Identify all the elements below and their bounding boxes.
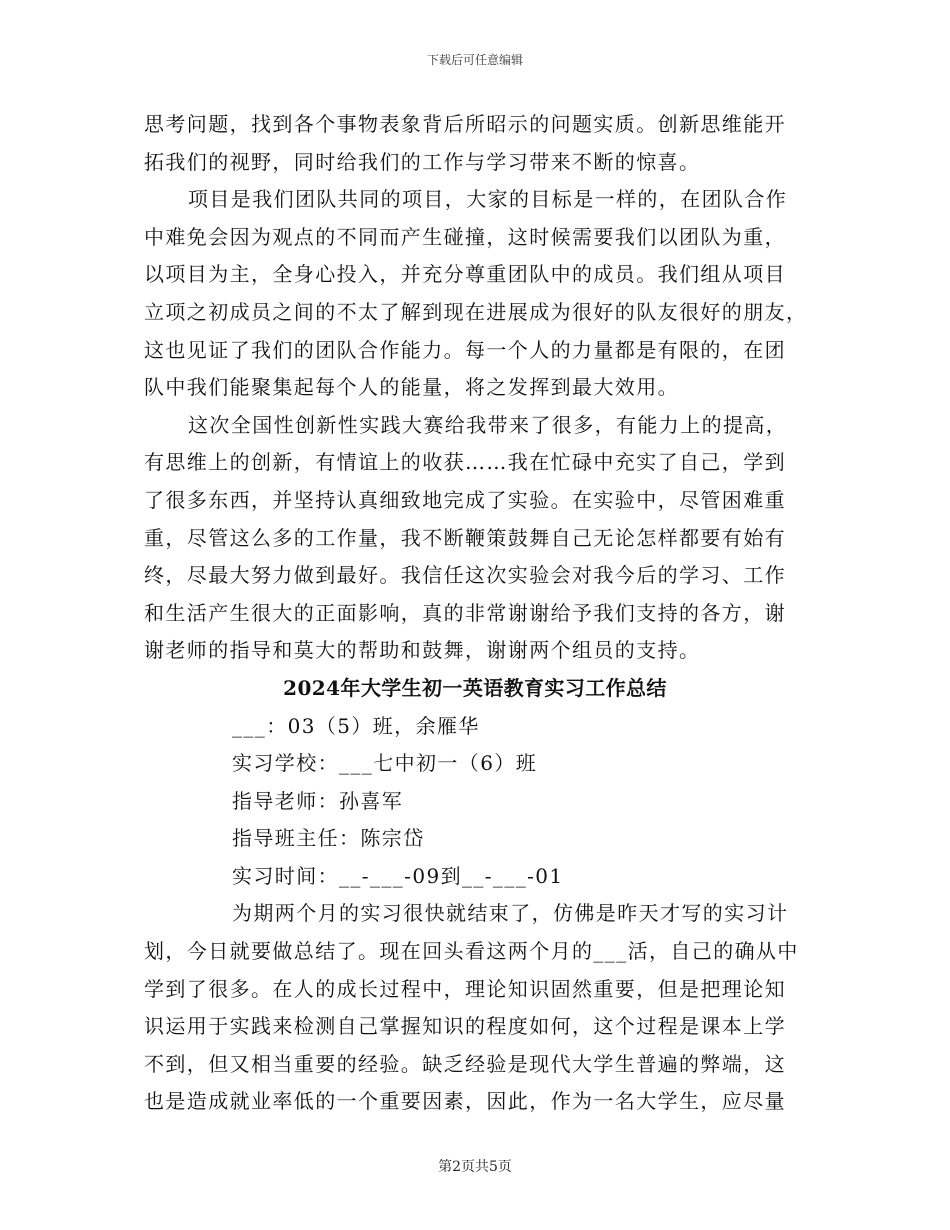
paragraph-line: 思考问题，找到各个事物表象背后所昭示的问题实质。创新思维能开: [144, 112, 786, 136]
paragraph-line: 立项之初成员之间的不太了解到现在进展成为很好的队友很好的朋友，: [144, 299, 808, 324]
page-number: 第2页共5页: [438, 1159, 512, 1175]
meta-line-school: 实习学校：___七中初一（6）班: [232, 751, 538, 776]
meta-line-name: ___：03（5）班，余雁华: [232, 713, 480, 738]
paragraph-line: 不到，但又相当重要的经验。缺乏经验是现代大学生普遍的弊端，这: [144, 1051, 786, 1076]
paragraph-line: 终，尽最大努力做到最好。我信任这次实验会对我今后的学习、工作: [144, 563, 786, 588]
meta-line-teacher: 指导老师：孙喜军: [232, 788, 404, 813]
paragraph-line: 学到了很多。在人的成长过程中，理论知识固然重要，但是把理论知: [144, 976, 786, 1001]
paragraph-line: 谢老师的指导和莫大的帮助和鼓舞，谢谢两个组员的支持。: [144, 638, 701, 663]
paragraph-line: 也是造成就业率低的一个重要因素，因此，作为一名大学生，应尽量: [144, 1089, 786, 1114]
section-heading: 2024年大学生初一英语教育实习工作总结: [283, 675, 667, 700]
paragraph-line: 识运用于实践来检测自己掌握知识的程度如何，这个过程是课本上学: [144, 1014, 786, 1039]
paragraph-line: 项目是我们团队共同的项目，大家的目标是一样的，在团队合作: [188, 187, 788, 212]
paragraph-line: 拓我们的视野，同时给我们的工作与学习带来不断的惊喜。: [144, 149, 701, 174]
meta-line-head-teacher: 指导班主任：陈宗岱: [232, 826, 425, 851]
paragraph-line: 队中我们能聚集起每个人的能量，将之发挥到最大效用。: [144, 375, 679, 400]
paragraph-line: 和生活产生很大的正面影响，真的非常谢谢给予我们支持的各方，谢: [144, 600, 786, 625]
paragraph-line: 划，今日就要做总结了。现在回头看这两个月的___活，自己的确从中: [144, 939, 799, 964]
paragraph-line: 这次全国性创新性实践大赛给我带来了很多，有能力上的提高，: [188, 412, 788, 437]
paragraph-line: 重，尽管这么多的工作量，我不断鞭策鼓舞自己无论怎样都要有始有: [144, 525, 786, 550]
paragraph-line: 有思维上的创新，有情谊上的收获……我在忙碌中充实了自己，学到: [144, 450, 786, 475]
paragraph-line: 中难免会因为观点的不同而产生碰撞，这时候需要我们以团队为重，: [144, 224, 786, 249]
meta-line-period: 实习时间：__-___-09到__-___-01: [232, 863, 564, 888]
page-header-note: 下载后可任意编辑: [426, 53, 523, 67]
paragraph-line: 为期两个月的实习很快就结束了，仿佛是昨天才写的实习计: [232, 901, 789, 926]
paragraph-line: 了很多东西，并坚持认真细致地完成了实验。在实验中，尽管困难重: [144, 487, 786, 512]
paragraph-line: 这也见证了我们的团队合作能力。每一个人的力量都是有限的，在团: [144, 337, 786, 362]
document-body: [144, 106, 806, 1121]
paragraph-line: 以项目为主，全身心投入，并充分尊重团队中的成员。我们组从项目: [144, 262, 786, 287]
